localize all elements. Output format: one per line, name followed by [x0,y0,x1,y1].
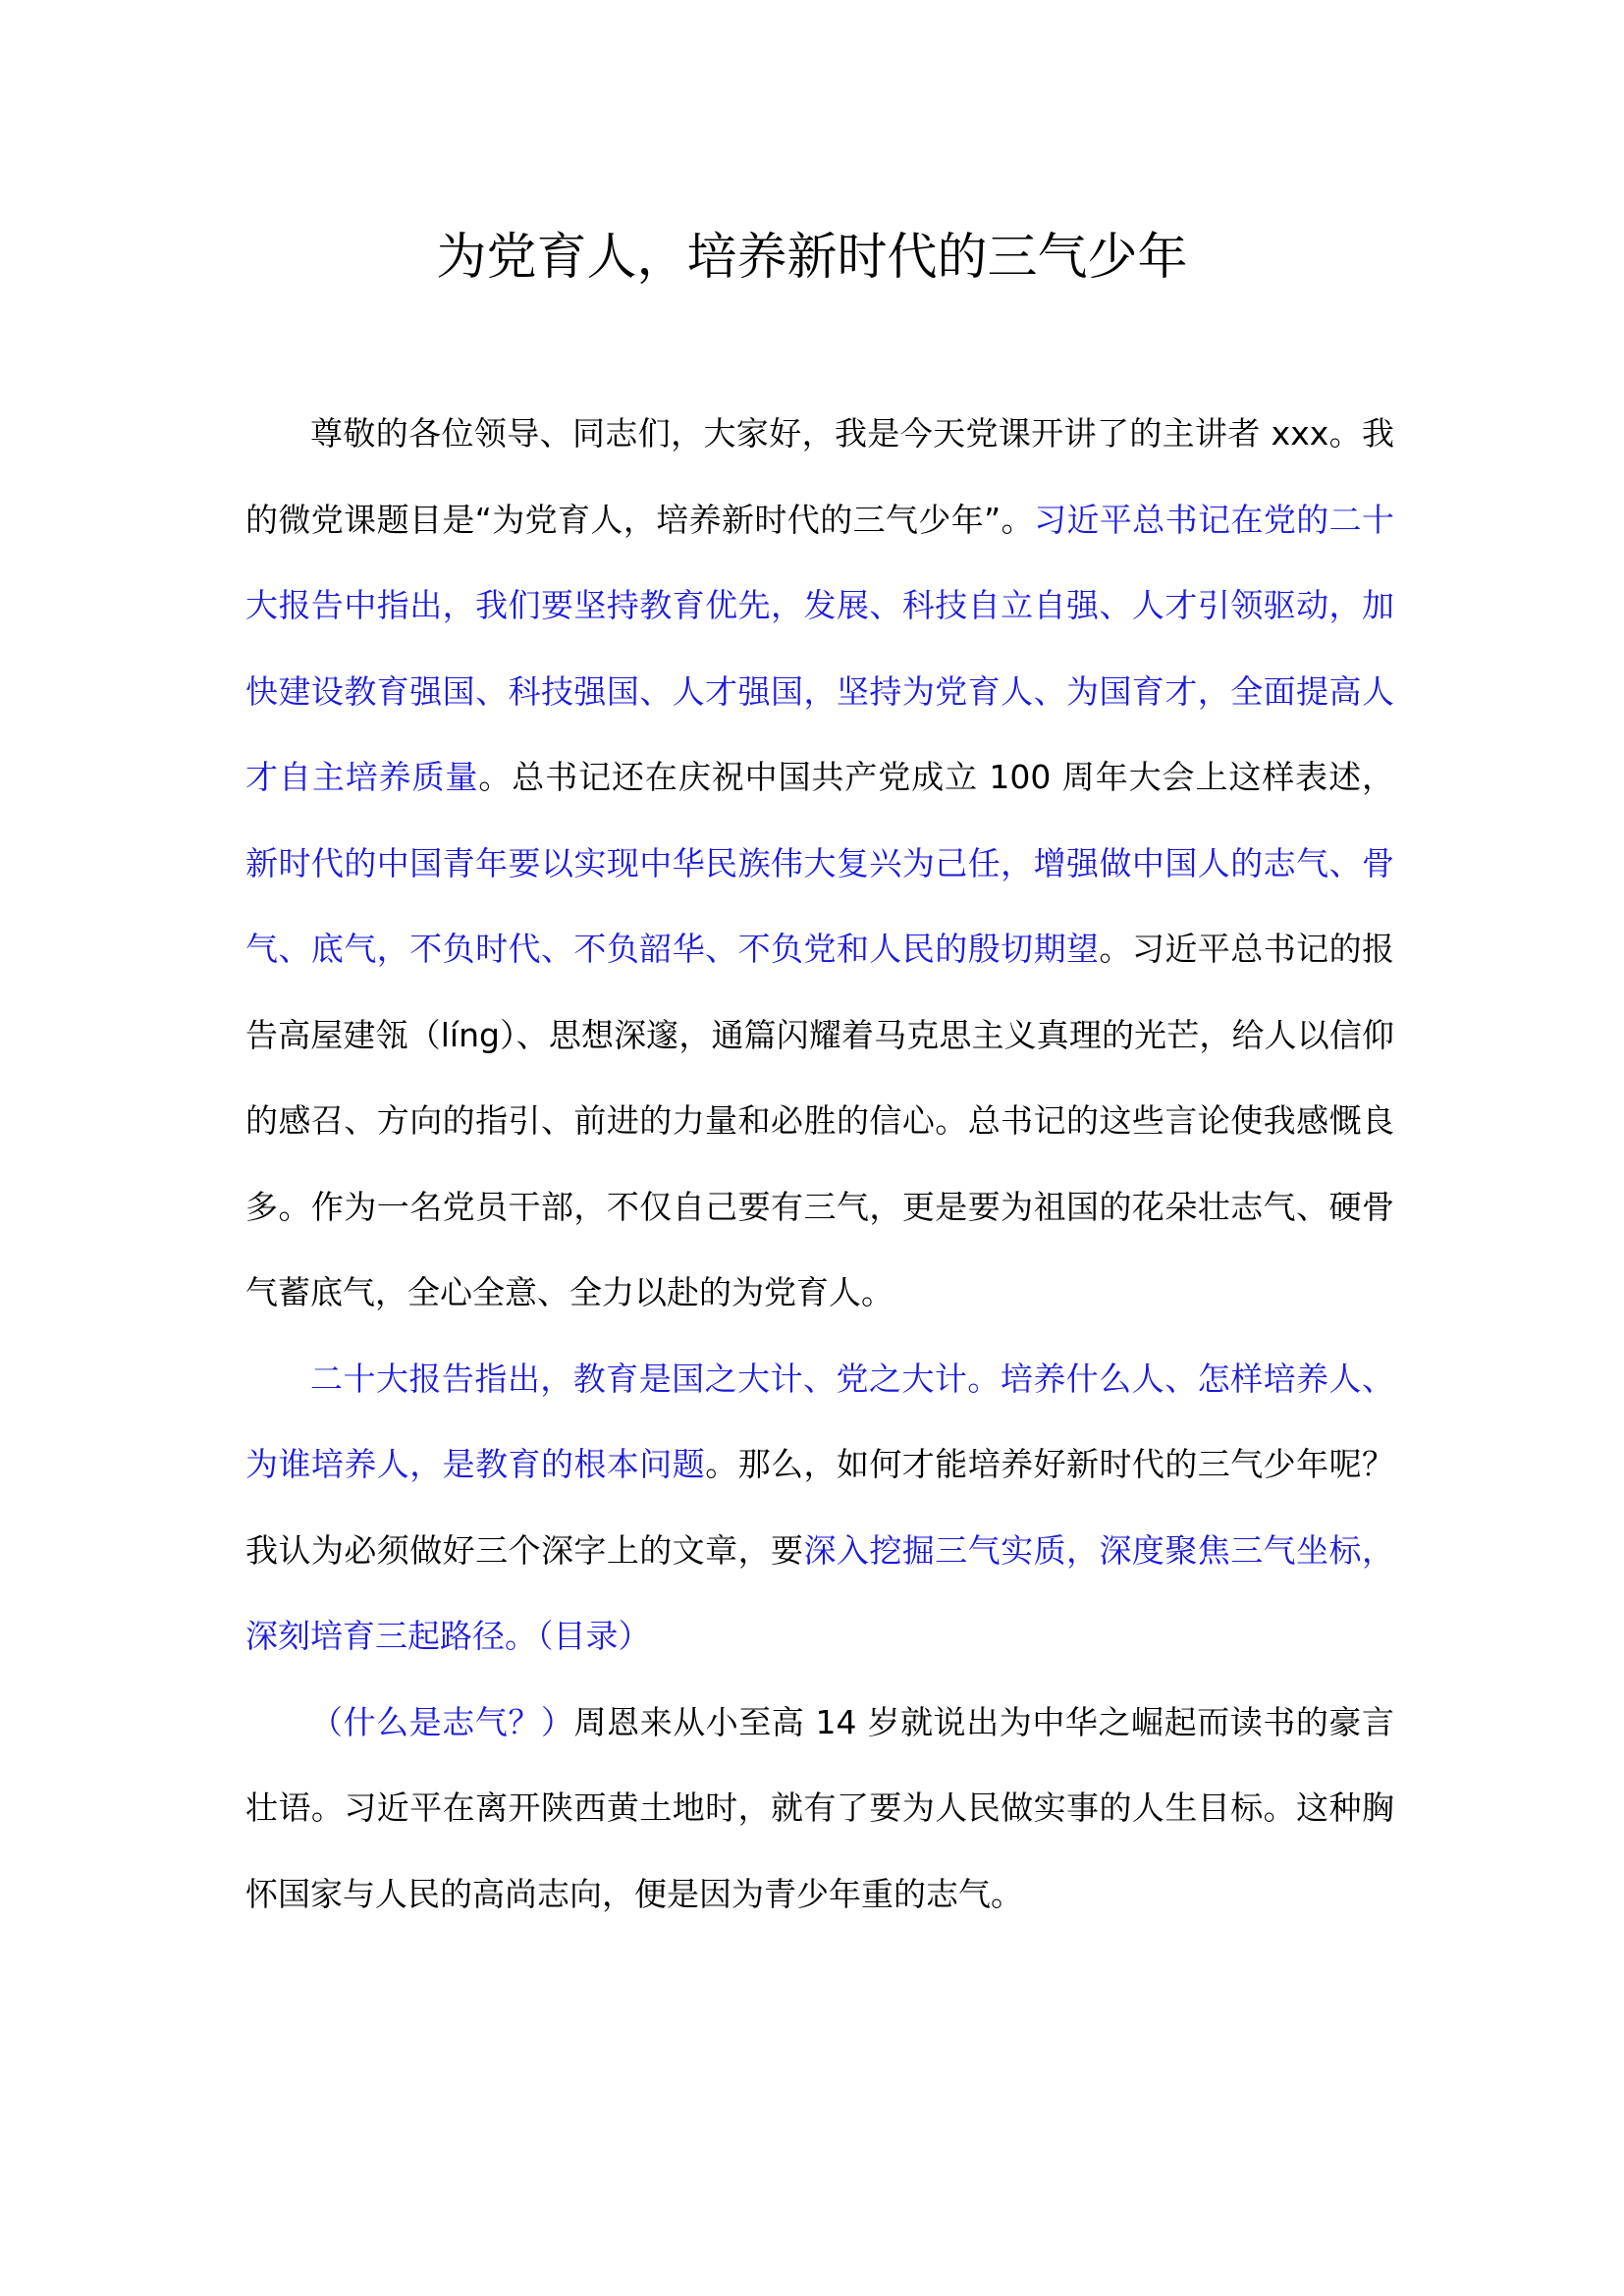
highlighted-text-segment: 新时代的中国青年要以实现中华民族伟大复兴为己任，增强做中国人的志气、骨气、底气，不负时代、不负韶华、不负党和人民的殷切期望 [245,843,1394,968]
text-segment: 尊敬的各位领导、同志们，大家好，我是今天党课开讲了的主讲者 xxx。我的微党课题目是“为党育人，培养新时代的三气少年”。 [245,414,1394,539]
document-title: 为党育人，培养新时代的三气少年 [436,229,1188,287]
text-segment: 。总书记还在庆祝中国共产党成立 100 周年大会上这样表述， [478,758,1395,796]
text-segment: 。习近平总书记的报告高屋建瓴（líng）、思想深邃，通篇闪耀着马克思主义真理的光芒，给人以信仰的感召、方向的指引、前进的力量和必胜的信心。总书记的这些言论使我感慨良多。作为一名党员干部，不仅自己要有三气，更是要为祖国的花朵壮志气、硬骨气蓄底气，全心全意、全力以赴的为党育人。 [245,930,1395,1311]
highlighted-text-segment: 深入挖掘三气实质，深度聚焦三气坐标，深刻培育三起路径。（目录） [245,1530,1395,1655]
text-segment: 。那么，如何才能培养好新时代的三气少年呢？我认为必须做好三个深字上的文章，要 [245,1445,1395,1570]
paragraph-1 [245,391,1394,1336]
paragraph-2 [245,1336,1394,1680]
highlighted-text-segment: 二十大报告指出，教育是国之大计、党之大计。培养什么人、怎样培养人、为谁培养人，是教育的根本问题 [245,1359,1394,1483]
text-segment: 周恩来从小至高 14 岁就说出为中华之崛起而读书的豪言壮语。习近平在离开陕西黄土地时，就有了要为人民做实事的人生目标。这种胸怀国家与人民的高尚志向，便是因为青少年重的志气。 [245,1702,1394,1913]
highlighted-text-segment: 习近平总书记在党的二十大报告中指出，我们要坚持教育优先，发展、科技自立自强、人才引领驱动，加快建设教育强国、科技强国、人才强国，坚持为党育人、为国育才，全面提高人才自主培养质量 [245,500,1395,796]
highlighted-text-segment: （什么是志气？） [310,1702,574,1741]
paragraph-3 [245,1680,1394,1938]
document-body [245,391,1394,1937]
